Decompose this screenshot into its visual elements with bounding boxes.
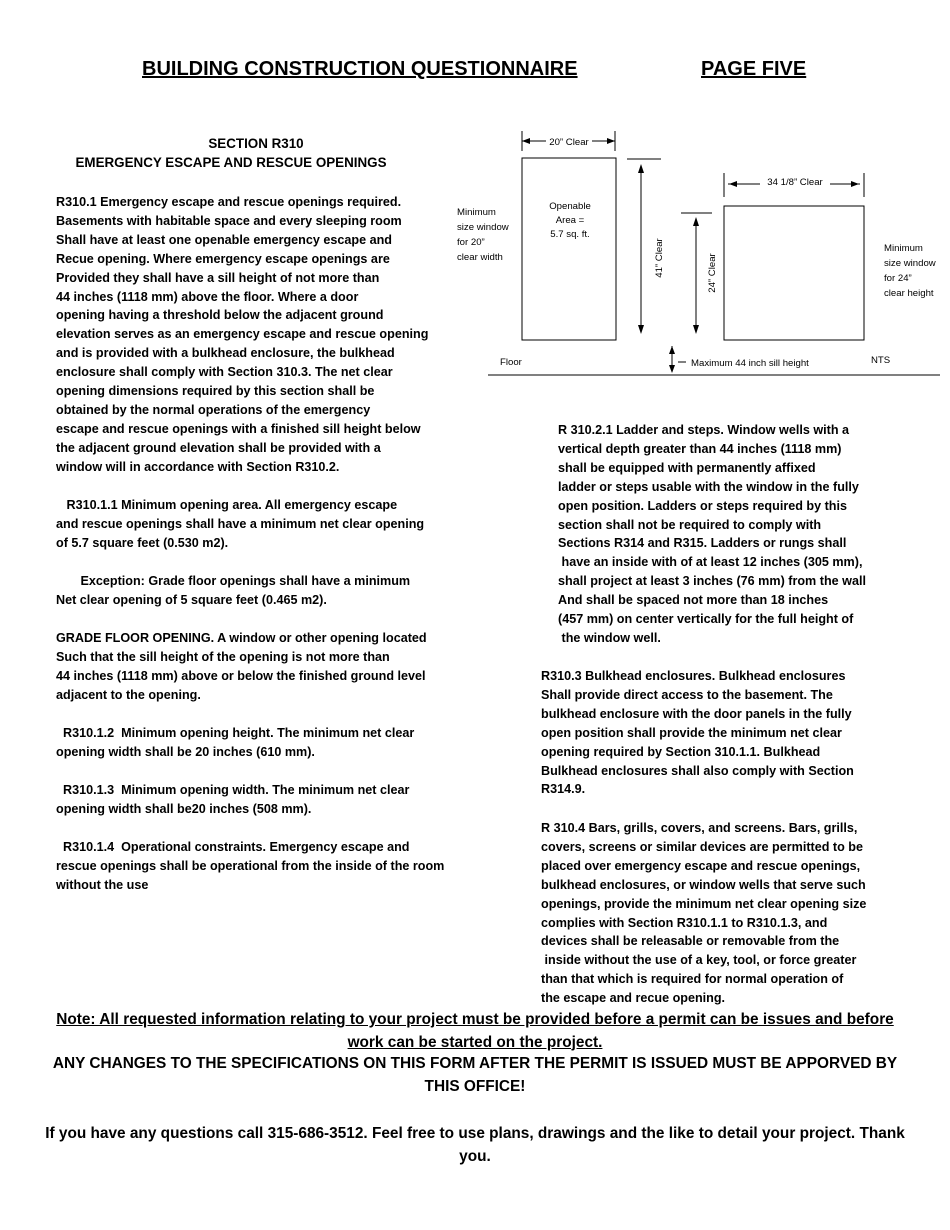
section-name: EMERGENCY ESCAPE AND RESCUE OPENINGS (75, 155, 387, 170)
label-20-clear: 20” Clear (549, 137, 589, 148)
paragraph-r310-1: R310.1 Emergency escape and rescue openings required. Basements with habitable space and every sleeping room Shall have at least one openable emergency escape and Recue opening. Where emergency escape openings are Provided they shall have a sill height of not more than 44 inches (1118 mm) above the floor. Where a door opening having a threshold below the adjacent ground elevation serves as an emergency escape and rescue opening and is provided with a bulkhead enclosure, the bulkhead enclosure shall comply with Section 310.3. The net clear opening dimensions required by this section shall be obtained by the normal operations of the emergency escape and rescue openings with a finished sill height below the adjacent ground elevation shall be provided with a window will in accordance with Section R310.2. (56, 195, 429, 474)
escape-window-diagram (450, 125, 945, 385)
arrowhead-up (693, 217, 699, 226)
left-note-line: for 20” (457, 237, 485, 248)
arrowhead-down (693, 325, 699, 334)
label-41-clear: 41” Clear (654, 238, 665, 278)
paragraph-r310-4: R 310.4 Bars, grills, covers, and screens. Bars, grills, covers, screens or similar devices are permitted to be placed over emergency escape and rescue openings, bulkhead enclosures, or window wells that serve such openings, provide the minimum net clear opening size complies with Section R310.1.1 to R310.1.3, and devices shall be releasable or removable from the inside without the use of a key, tool, or force greater than that which is required for normal operation of the escape and recue opening. (541, 821, 867, 1006)
paragraph-r310-1-1: R310.1.1 Minimum opening area. All emergency escape and rescue openings shall have a minimum net clear opening of 5.7 square feet (0.530 m2). (56, 498, 425, 550)
arrowhead-right (607, 138, 615, 144)
arrowhead-left (729, 181, 737, 187)
right-note-line: size window (884, 258, 936, 269)
footer-warning: ANY CHANGES TO THE SPECIFICATIONS ON THIS FORM AFTER THE PERMIT IS ISSUED MUST BE APPORVED BY THIS OFFICE! (52, 1055, 898, 1095)
label-34-clear: 34 1/8” Clear (767, 177, 823, 188)
right-note-line: clear height (884, 288, 934, 299)
arrowhead-left (522, 138, 530, 144)
label-24-clear: 24” Clear (707, 253, 718, 293)
label-area: Area = (555, 215, 585, 226)
label-area-value: 5.7 sq. ft. (550, 229, 590, 240)
right-note-line: for 24” (884, 273, 912, 284)
paragraph-r310-3: R310.3 Bulkhead enclosures. Bulkhead enclosures Shall provide direct access to the basement. The bulkhead enclosure with the door panels in the fully open position shall provide the minimum net clear opening required by Section 310.1.1. Bulkhead Bulkhead enclosures shall also comply with Section R314.9. (541, 669, 854, 797)
arrowhead-up (669, 346, 675, 354)
arrowhead-right (851, 181, 859, 187)
label-floor: Floor (500, 357, 522, 368)
label-nts: NTS (871, 355, 891, 366)
arrowhead-up (638, 164, 644, 173)
label-sill-height: Maximum 44 inch sill height (691, 358, 809, 369)
paragraph-grade-floor-opening: GRADE FLOOR OPENING. A window or other opening located Such that the sill height of the opening is not more than 44 inches (1118 mm) above or below the finished ground level adjacent to the opening. (56, 631, 427, 702)
paragraph-r310-2-1: R 310.2.1 Ladder and steps. Window wells with a vertical depth greater than 44 inches (1118 mm) shall be equipped with permanently affixed ladder or steps usable with the window in the fully open position. Ladders or steps required by this section shall not be required to comply with Sections R314 and R315. Ladders or rungs shall have an inside with of at least 12 inches (305 mm), shall project at least 3 inches (76 mm) from the wall And shall be spaced not more than 18 inches (457 mm) on center vertically for the full height of the window well. (558, 423, 866, 645)
paragraph-r310-1-4: R310.1.4 Operational constraints. Emergency escape and rescue openings shall be operational from the inside of the room without the use (56, 840, 445, 892)
page-number: PAGE FIVE (701, 58, 807, 80)
page-title: BUILDING CONSTRUCTION QUESTIONNAIRE (142, 58, 578, 80)
right-note-line: Minimum (884, 243, 923, 254)
paragraph-r310-1-2: R310.1.2 Minimum opening height. The minimum net clear opening width shall be 20 inches (610 mm). (56, 726, 415, 759)
arrowhead-down (669, 365, 675, 373)
left-note-line: Minimum (457, 207, 496, 218)
label-openable: Openable (549, 201, 591, 212)
left-note-line: size window (457, 222, 509, 233)
footer-contact: If you have any questions call 315-686-3512. Feel free to use plans, drawings and the like to detail your project. Thank you. (45, 1125, 905, 1165)
footer-note: Note: All requested information relating to your project must be provided before a permit can be issues and before work can be started on the project. (56, 1011, 894, 1051)
arrowhead-down (638, 325, 644, 334)
paragraph-exception: Exception: Grade floor openings shall have a minimum Net clear opening of 5 square feet (0.465 m2). (56, 574, 411, 607)
left-note-line: clear width (457, 252, 503, 263)
section-code: SECTION R310 (208, 136, 304, 151)
paragraph-r310-1-3: R310.1.3 Minimum opening width. The minimum net clear opening width shall be20 inches (508 mm). (56, 783, 410, 816)
